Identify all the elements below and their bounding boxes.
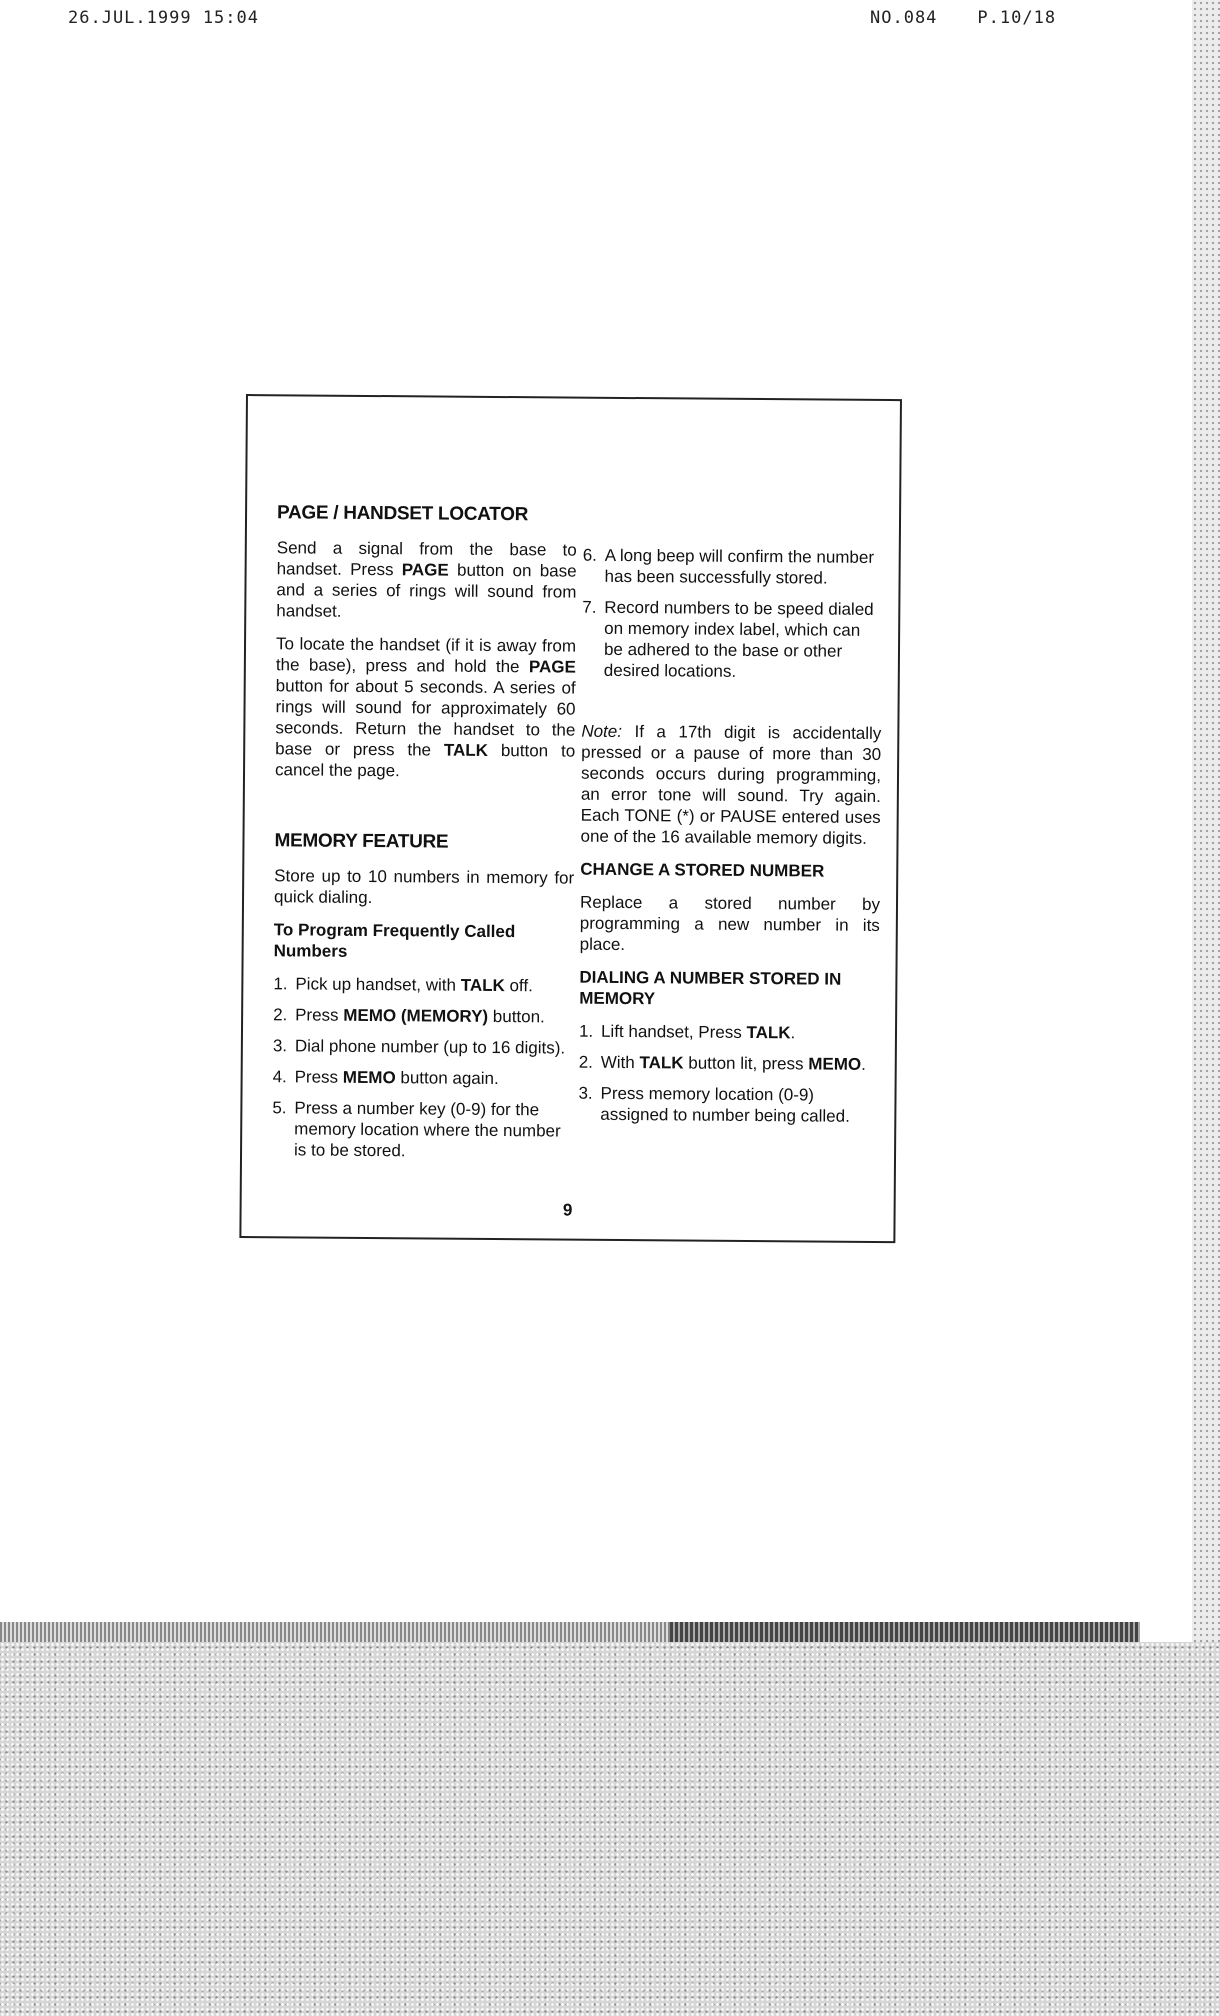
heading-page-handset-locator: PAGE / HANDSET LOCATOR [276,502,529,526]
fax-number: NO.084 [870,8,938,28]
list-item: 4. Press MEMO button again. [272,1067,499,1089]
list-item: 2. Press MEMO (MEMORY) button. [273,1005,545,1027]
scan-band-dark [670,1622,1140,1642]
page-number: 9 [562,1200,573,1220]
heading-dialing-stored-number: DIALING A NUMBER STORED IN MEMORY [579,967,842,1009]
list-item: 1. Lift handset, Press TALK. [578,1021,796,1043]
right-column [578,545,883,1137]
manual-page [239,394,902,1243]
list-item: 5. Press a number key (0-9) for the memory location where the number is to be stored. [272,1098,561,1161]
list-item: 1. Pick up handset, with TALK off. [273,974,533,996]
program-steps-continued [582,545,883,683]
paragraph-locate-handset: To locate the handset (if it is away from the base), press and hold the PAGE button for about 5 seconds. A series of rings will sound for approximately 60 seconds. Return the handset to the base or press the TALK button to cancel the page. [274,634,577,781]
left-column [272,502,577,1172]
list-item: 3. Press memory location (0-9) assigned to number being called. [578,1083,850,1126]
heading-change-stored-number: CHANGE A STORED NUMBER [580,859,825,881]
list-item: 6. A long beep will confirm the number has been successfully stored. [582,545,875,588]
fax-datetime: 26.JUL.1999 15:04 [68,8,259,28]
fax-page: P.10/18 [977,8,1057,28]
paragraph-send-signal: Send a signal from the base to handset. Press PAGE button on base and a series of rings will sound from handset. [276,538,577,621]
scan-noise-area [0,1642,1220,2016]
list-item: 7. Record numbers to be speed dialed on memory index label, which can be adhered to the base or other desired locations. [582,597,874,681]
scan-band [0,1622,1140,1642]
paragraph-store-numbers: Store up to 10 numbers in memory for quick dialing. [273,866,575,908]
scan-edge-noise [1192,0,1220,1642]
fax-page-info [870,8,1096,28]
subheading-program-numbers: To Program Frequently Called Numbers [273,920,516,961]
list-item: 2. With TALK button lit, press MEMO. [578,1052,866,1074]
note-paragraph: Note: If a 17th digit is accidentally pressed or a pause of more than 30 seconds occurs during programming, an error tone will sound. Try again. Each TONE (*) or PAUSE entered uses one of the 16 available memory digits. [580,721,882,848]
list-item: 3. Dial phone number (up to 16 digits). [272,1036,566,1058]
dial-steps-list [578,1021,879,1127]
program-steps-list [272,973,573,1162]
paragraph-replace-number: Replace a stored number by programming a new number in its place. [579,892,881,954]
heading-memory-feature: MEMORY FEATURE [274,830,449,853]
